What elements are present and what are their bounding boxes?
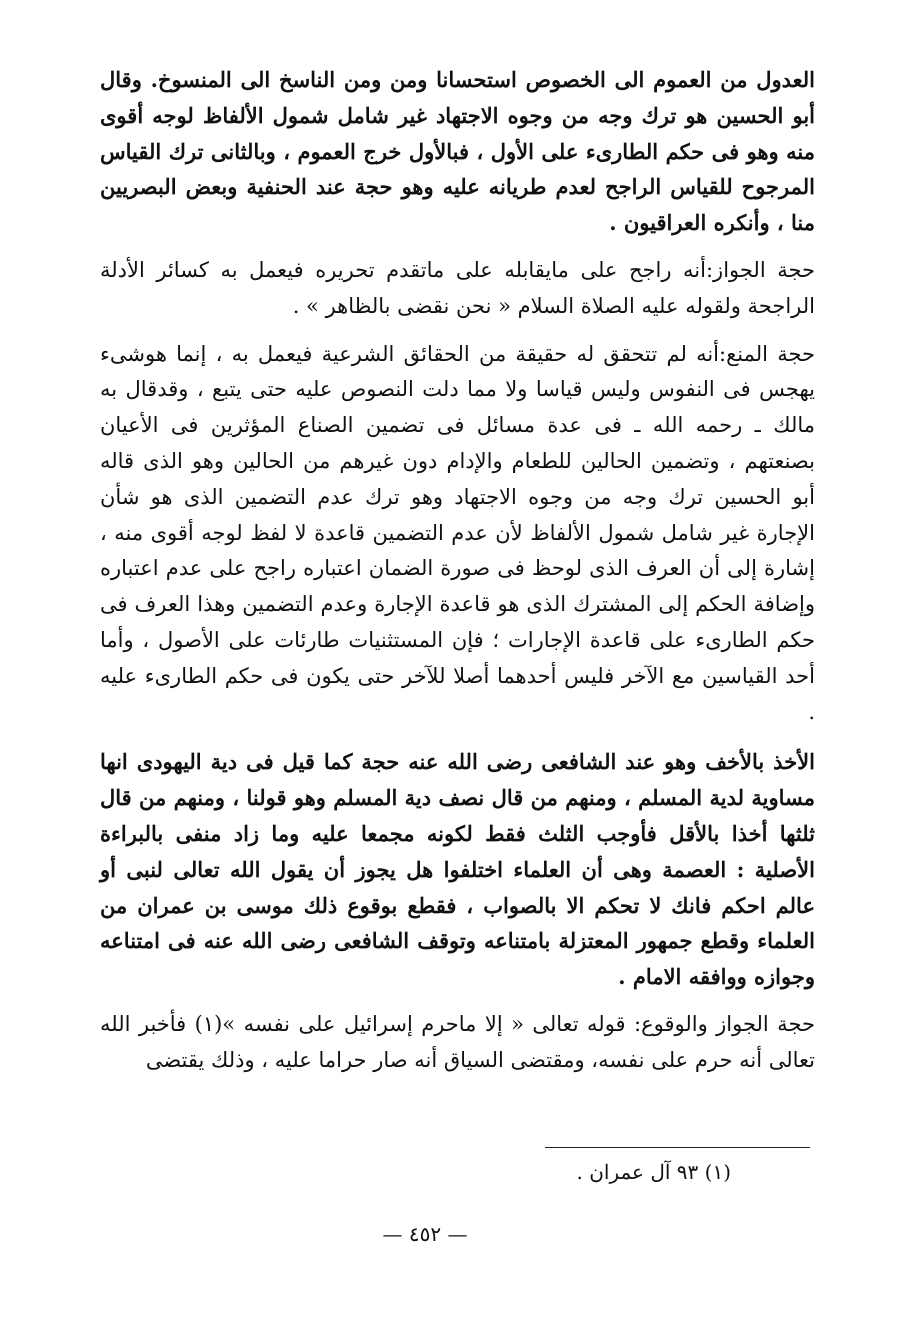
paragraph-taking-the-lighter: الأخذ بالأخف وهو عند الشافعى رضى الله عنه حجة كما قيل فى دية اليهودى انها مساوية لدية المسلم ، ومنهم من قال نصف دية المسلم وهو قولنا ، ومنهم من قال ثلثها أخذا بالأقل فأوجب الثلث فقط لكونه مجمعا عليه وما زاد منفى بالبراءة الأصلية : العصمة وهى أن العلماء اختلفوا هل يجوز أن يقول الله تعالى لنبى أو عالم احكم فانك لا تحكم الا بالصواب ، فقطع بوقوع ذلك موسى بن عمران من العلماء وقطع جمهور المعتزلة بامتناعه وتوقف الشافعى رضى الله عنه فى امتناعه وجوازه ووافقه الامام . [100,749,815,990]
footnote: (١) ٩٣ آل عمران . [576,1160,731,1184]
page-body [100,62,815,1079]
paragraph-proof-of-occurrence: حجة الجواز والوقوع: قوله تعالى « إلا ماحرم إسرائيل على نفسه »(١) فأخبر الله تعالى أنه حرم على نفسه، ومقتضى السياق أنه صار حراما عليه ، وذلك يقتضى [100,1011,815,1072]
page-number: — ٤٥٢ — [382,1222,468,1246]
paragraph-istihsan-definition: العدول من العموم الى الخصوص استحسانا ومن ومن الناسخ الى المنسوخ. وقال أبو الحسين هو ترك وجه من وجوه الاجتهاد غير شامل شمول الألفاظ لوجه أقوى منه وهو فى حكم الطارىء على الأول ، فبالأول خرج العموم ، وبالثانى ترك القياس المرجوح للقياس الراجح لعدم طريانه عليه وهو حجة عند الحنفية وبعض البصريين منا ، وأنكره العراقيون . [100,67,815,236]
paragraph-proof-of-permissibility: حجة الجواز:أنه راجح على مايقابله على ماتقدم تحريره فيعمل به كسائر الأدلة الراجحة ولقوله عليه الصلاة السلام « نحن نقضى بالظاهر » . [100,257,816,318]
footnote-divider [545,1147,810,1148]
paragraph-proof-of-prohibition: حجة المنع:أنه لم تتحقق له حقيقة من الحقائق الشرعية فيعمل به ، إنما هوشىء يهجس فى النفوس وليس قياسا ولا مما دلت النصوص عليه حتى يتبع ، وقدقال به مالك ـ رحمه الله ـ فى عدة مسائل فى تضمين الصناع المؤثرين فى الأعيان بصنعتهم ، وتضمين الحالين للطعام والإدام دون غيرهم من الحالين وهو الذى قاله أبو الحسين ترك وجه من وجوه الاجتهاد وهو ترك عدم التضمين الذى هو شأن الإجارة غير شامل شمول الألفاظ لأن عدم التضمين قاعدة لا لفظ لوجه أقوى منه ، إشارة إلى أن العرف الذى لوحظ فى صورة الضمان اعتباره راجح على عدم اعتباره وإضافة الحكم إلى المشترك الذى هو قاعدة الإجارة وعدم التضمين وهذا العرف فى حكم الطارىء على قاعدة الإجارات ؛ فإن المستثنيات طارئات على الأصول ، وأما أحد القياسين مع الآخر فليس أحدهما أصلا للآخر حتى يكون فى حكم الطارىء عليه . [100,341,815,724]
